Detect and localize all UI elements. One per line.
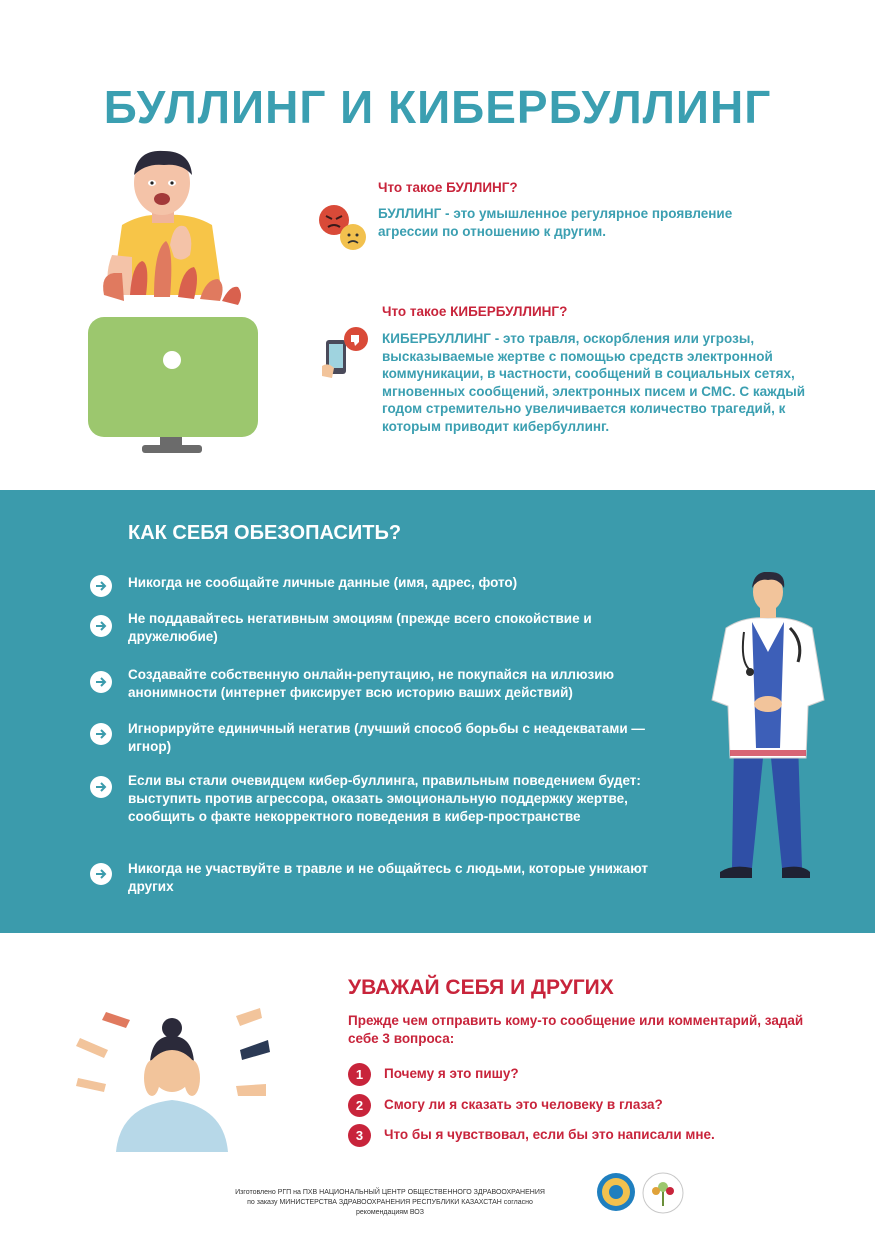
phone-dislike-icon [320, 326, 370, 380]
safety-tip-text: Создавайте собственную онлайн-репутацию, не покупайся на иллюзию анонимности (интернет фиксирует всю историю ваших действий) [128, 667, 615, 700]
kazakhstan-emblem-logo [596, 1172, 636, 1212]
cyberbullying-term: КИБЕРБУЛЛИНГ - [382, 331, 500, 346]
safety-tip-text: Никогда не сообщайте личные данные (имя, адрес, фото) [128, 575, 518, 590]
respect-intro: Прежде чем отправить кому-то сообщение или комментарий, задай себе 3 вопроса: [348, 1013, 804, 1046]
bullying-term: БУЛЛИНГ - [378, 206, 450, 221]
question-number: 1 [348, 1063, 371, 1086]
cyberbullying-definition [382, 330, 807, 435]
question-number: 2 [348, 1094, 371, 1117]
safety-title: КАК СЕБЯ ОБЕЗОПАСИТЬ? [128, 522, 402, 544]
question-text: Что бы я чувствовал, если бы это написали мне. [384, 1127, 715, 1142]
footer-line: Изготовлено РГП на ПХВ НАЦИОНАЛЬНЫЙ ЦЕНТР ОБЩЕСТВЕННОГО ЗДРАВООХРАНЕНИЯ [235, 1189, 545, 1196]
safety-tip-text: Никогда не участвуйте в травле и не общайтесь с людьми, которые унижают других [128, 861, 648, 894]
arrow-right-icon [90, 863, 112, 885]
respect-title: УВАЖАЙ СЕБЯ И ДРУГИХ [348, 976, 614, 999]
doctor-illustration [706, 572, 832, 888]
arrow-right-icon [90, 723, 112, 745]
safety-tip-text: Игнорируйте единичный негатив (лучший способ борьбы с неадекватами — игнор) [128, 721, 645, 754]
arrow-right-icon [90, 671, 112, 693]
footer-line: по заказу МИНИСТЕРСТВА ЗДРАВООХРАНЕНИЯ РЕСПУБЛИКИ КАЗАХСТАН согласно [247, 1199, 533, 1206]
angry-faces-icon [318, 202, 370, 252]
question-text: Почему я это пишу? [384, 1066, 519, 1081]
arrow-right-icon [90, 575, 112, 597]
cyberbullying-question: Что такое КИБЕРБУЛЛИНГ? [382, 304, 568, 319]
bullying-definition-text: это умышленное регулярное проявление агрессии по отношению к другим. [378, 206, 733, 239]
footer-credits [190, 1188, 590, 1218]
page-title: БУЛЛИНГ И КИБЕРБУЛЛИНГ [103, 81, 772, 133]
footer-line: рекомендациям ВОЗ [356, 1209, 424, 1216]
stressed-woman-illustration [72, 1006, 272, 1152]
arrow-right-icon [90, 776, 112, 798]
arrow-right-icon [90, 615, 112, 637]
question-number: 3 [348, 1124, 371, 1147]
bullying-question: Что такое БУЛЛИНГ? [378, 180, 518, 195]
question-text: Смогу ли я сказать это человеку в глаза? [384, 1097, 663, 1112]
cyberbullying-definition-text: это травля, оскорбления или угрозы, высказываемые жертве с помощью средств электронной коммуникации, в частности, сообщений в социальных сетях, мгновенных сообщений, электронных писем и СМС. С каждый годом стремительно увеличивается количество трагедий, к которым приводит кибербуллинг. [382, 331, 806, 434]
health-center-logo [642, 1172, 684, 1214]
safety-tip-text: Не поддавайтесь негативным эмоциям (прежде всего спокойствие и дружелюбие) [128, 611, 592, 644]
safety-tip-text: Если вы стали очевидцем кибер-буллинга, правильным поведением будет: выступить против агрессора, оказать эмоциональную поддержку жертве, сообщить о факте некорректного поведения в кибер-пространстве [128, 773, 641, 824]
bullying-definition [378, 205, 778, 240]
bullied-boy-illustration [82, 145, 262, 457]
